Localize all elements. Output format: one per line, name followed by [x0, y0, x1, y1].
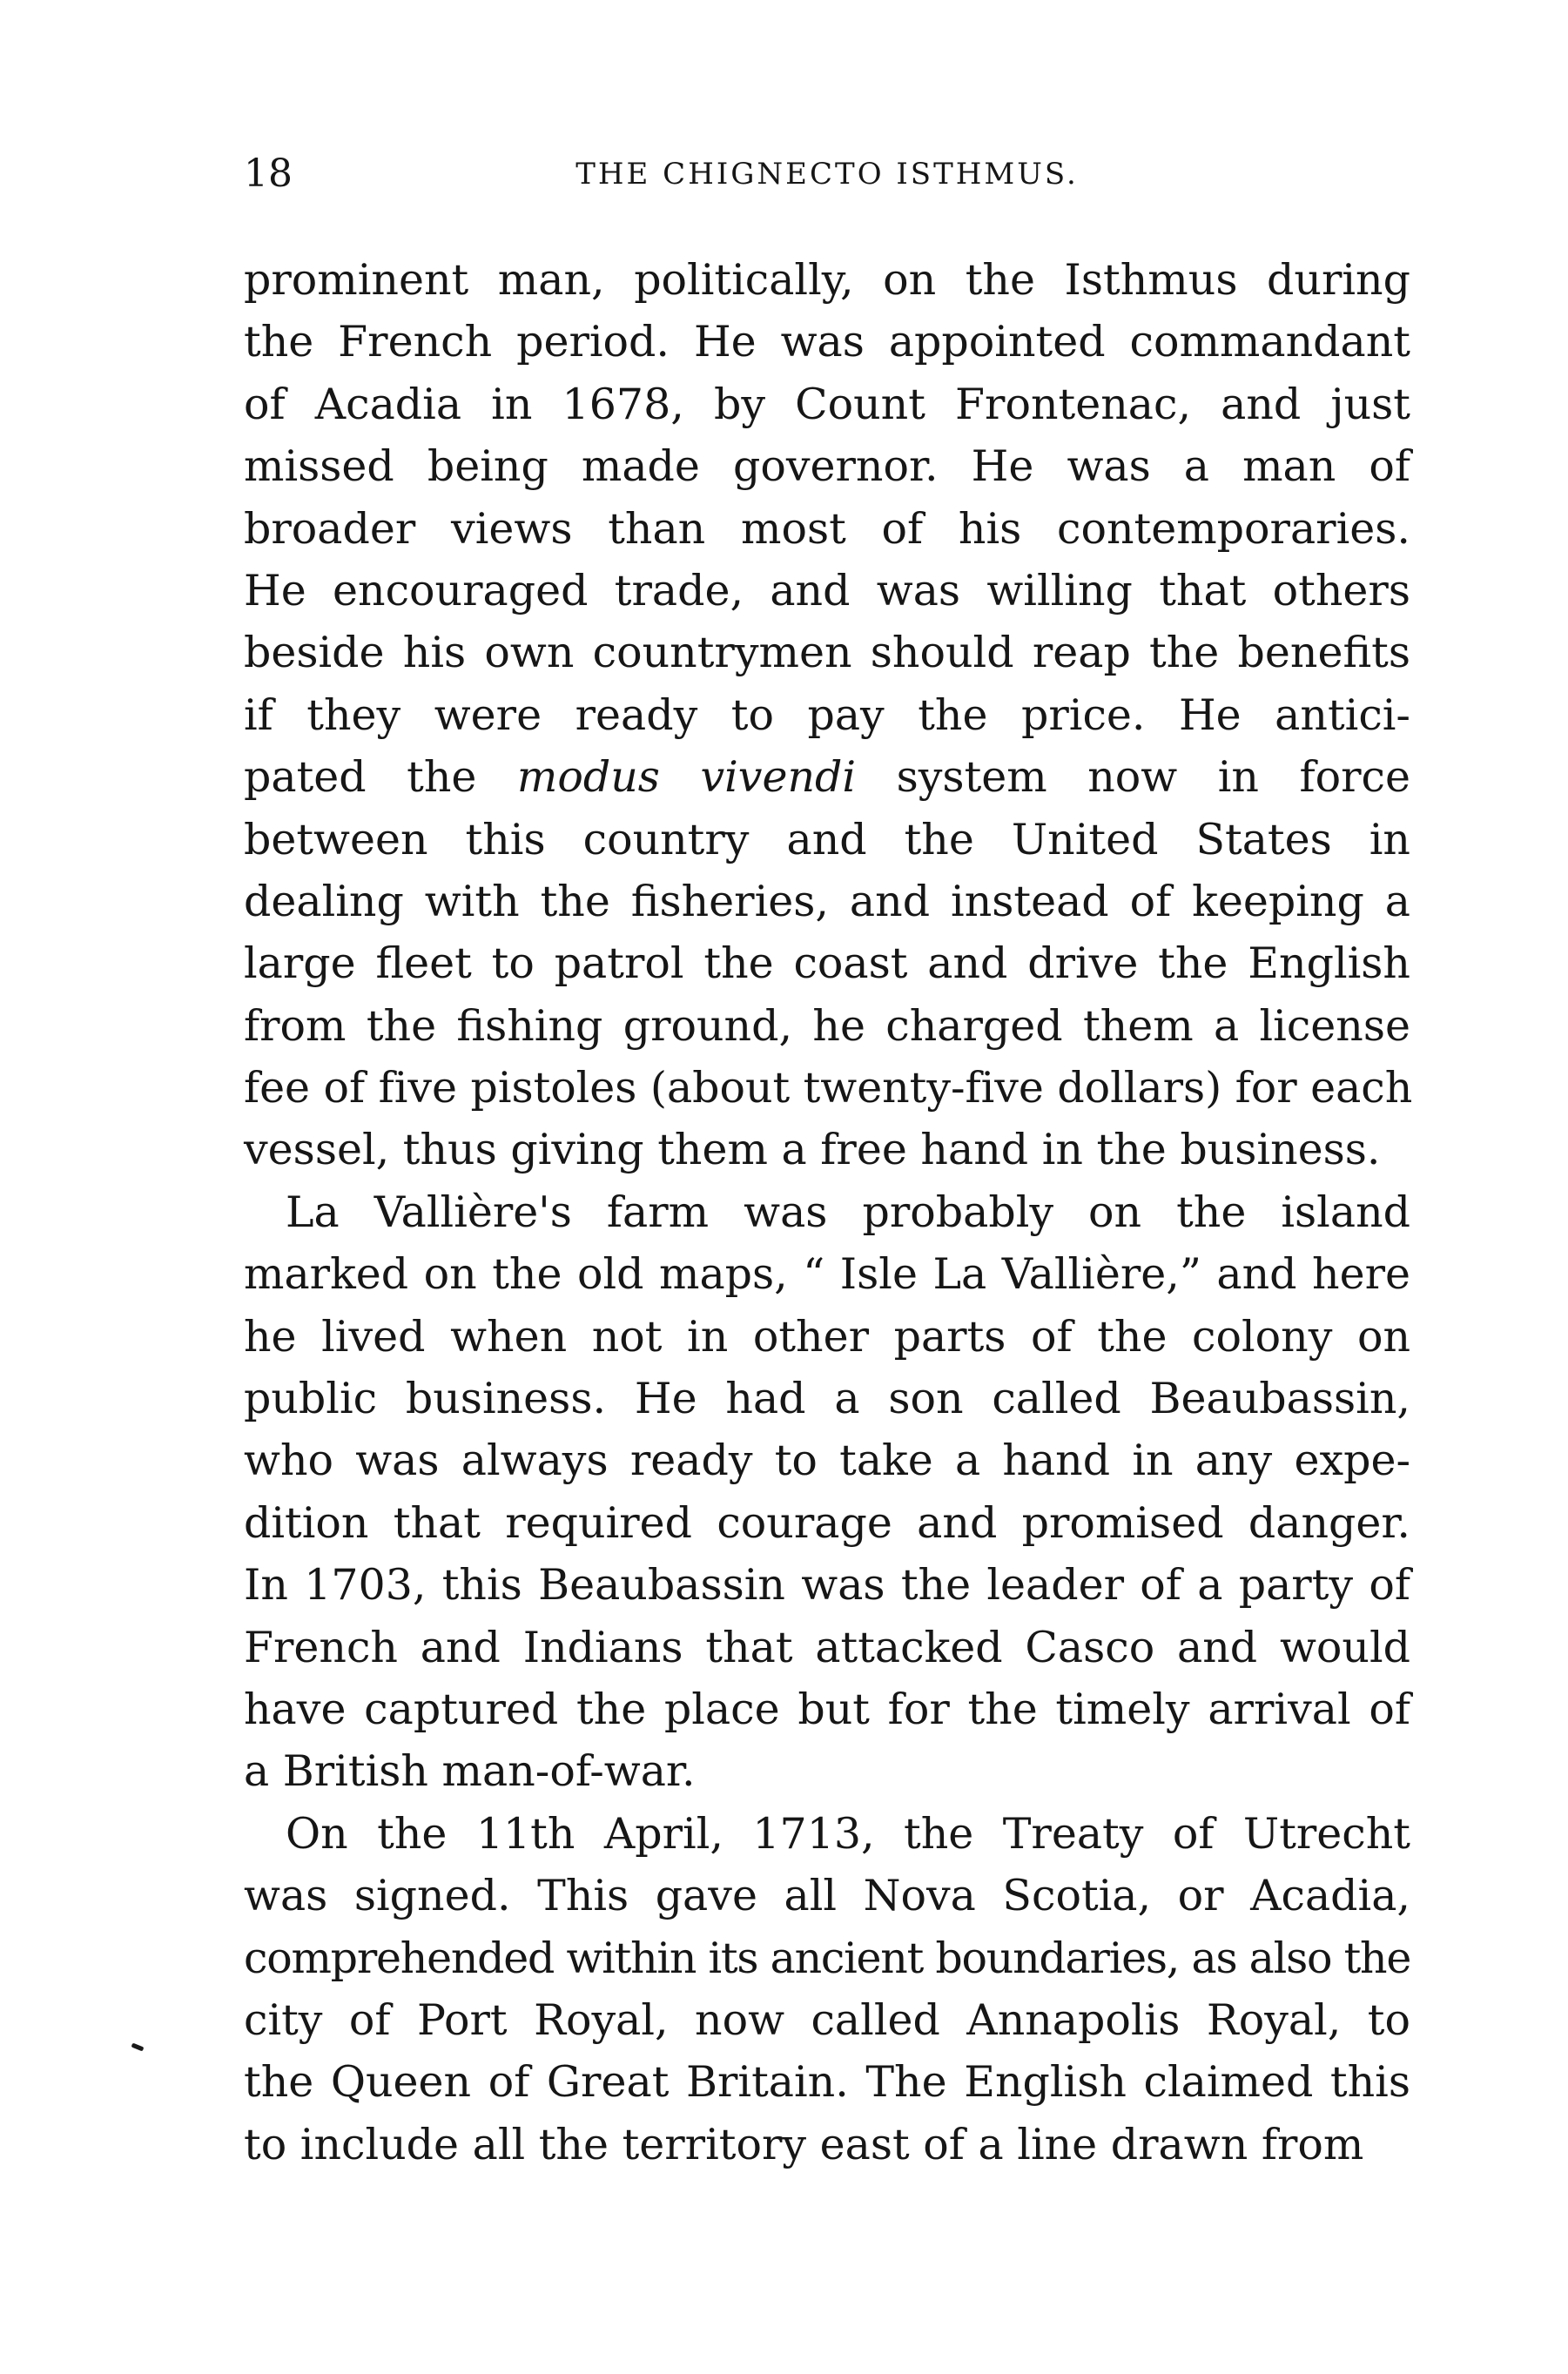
running-title: THE CHIGNECTO ISTHMUS. — [575, 157, 1079, 192]
text-line: On the 11th April, 1713, the Treaty of Utrecht — [286, 1808, 1410, 1859]
text-line: In 1703, this Beaubassin was the leader of a party of — [244, 1560, 1410, 1611]
text-line: to include all the territory east of a line drawn from — [244, 2119, 1364, 2169]
text-line: if they were ready to pay the price. He antici- — [244, 689, 1410, 740]
text-line: comprehended within its ancient boundaries, as also the — [244, 1933, 1411, 1983]
text-line: prominent man, politically, on the Isthmus during — [244, 255, 1410, 305]
text-line: French and Indians that attacked Casco and would — [244, 1622, 1410, 1672]
text-line: a British man-of-war. — [244, 1746, 696, 1797]
italic-phrase: modus vivendi — [516, 752, 857, 803]
text-line: dition that required courage and promised danger. — [244, 1497, 1410, 1548]
paragraph — [244, 249, 1413, 1181]
text-line: have captured the place but for the timely arrival of — [244, 1684, 1410, 1734]
text-run: system now in force — [856, 752, 1410, 803]
paragraph — [244, 1181, 1410, 1803]
text-line: was signed. This gave all Nova Scotia, or Acadia, — [244, 1871, 1410, 1921]
text-line: beside his own countrymen should reap the benefits — [244, 628, 1410, 678]
text-line: city of Port Royal, now called Annapolis Royal, to — [244, 1994, 1410, 2045]
text-run: pated the — [244, 752, 517, 803]
text-line: who was always ready to take a hand in any expe- — [244, 1436, 1410, 1486]
body-text — [244, 249, 1413, 2176]
text-line: fee of five pistoles (about twenty-five dollars) for each — [244, 1063, 1413, 1113]
paragraph — [244, 1803, 1410, 2176]
text-line — [244, 746, 1410, 808]
text-line: missed being made governor. He was a man of — [244, 441, 1410, 492]
page-number: 18 — [244, 151, 293, 196]
text-line: the Queen of Great Britain. The English claimed this — [244, 2057, 1410, 2108]
text-line: vessel, thus giving them a free hand in the business. — [244, 1125, 1381, 1175]
text-line: large fleet to patrol the coast and drive the English — [244, 938, 1410, 989]
text-line: from the fishing ground, he charged them a license — [244, 1000, 1410, 1051]
text-line: the French period. He was appointed commandant — [244, 317, 1410, 367]
text-line: of Acadia in 1678, by Count Frontenac, and just — [244, 379, 1410, 429]
text-line: He encouraged trade, and was willing that others — [244, 565, 1410, 615]
text-line: dealing with the fisheries, and instead of keeping a — [244, 876, 1410, 926]
text-line: between this country and the United States in — [244, 814, 1410, 864]
text-line: public business. He had a son called Beaubassin, — [244, 1374, 1410, 1424]
text-line: he lived when not in other parts of the colony on — [244, 1311, 1410, 1362]
text-line: broader views than most of his contemporaries. — [244, 503, 1410, 554]
page-header — [244, 148, 1410, 200]
margin-mark — [131, 2043, 145, 2052]
text-line: La Vallière's farm was probably on the island — [286, 1187, 1410, 1237]
text-line: marked on the old maps, “ Isle La Vallière,” and here — [244, 1249, 1410, 1300]
